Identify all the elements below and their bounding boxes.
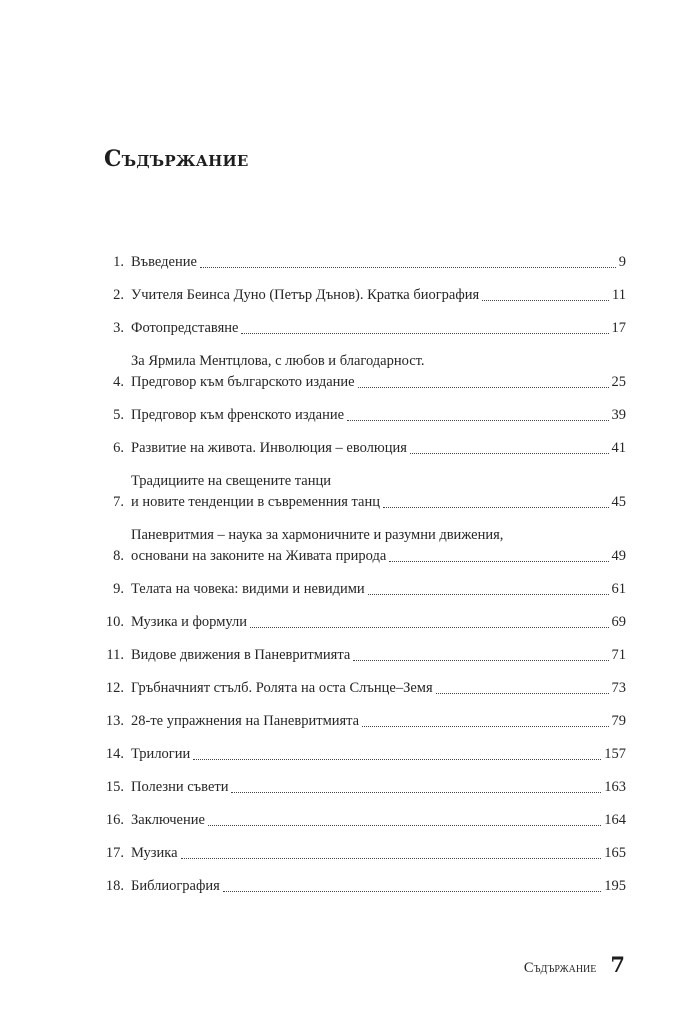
toc-entry-number: 8. <box>113 548 124 564</box>
toc-entry-page: 71 <box>611 647 626 663</box>
toc-entry-page: 195 <box>604 878 626 894</box>
toc-entry-number: 17. <box>105 845 124 861</box>
toc-entry-number: 16. <box>105 812 124 828</box>
toc-entry-line <box>131 405 626 426</box>
toc-entry-title: Предговор към българското издание <box>131 374 355 390</box>
toc-entry-number: 18. <box>105 878 124 894</box>
toc-entry-title: Гръбначният стълб. Ролята на оста Слънце–Земя <box>131 680 433 696</box>
toc-entry-body <box>131 645 626 666</box>
dot-leader <box>482 299 609 301</box>
toc-entry-body <box>131 351 626 393</box>
toc-entry-line <box>131 876 626 897</box>
toc-entry-line <box>131 438 626 459</box>
dot-leader <box>383 506 609 508</box>
toc-entry-line <box>131 777 626 798</box>
toc-entry[interactable] <box>98 438 626 459</box>
toc-entry-line <box>131 645 626 666</box>
running-footer <box>524 952 625 977</box>
dot-leader <box>200 266 616 268</box>
toc-entry-page: 49 <box>611 548 626 564</box>
toc-entry-page: 45 <box>611 494 626 510</box>
toc-entry-body <box>131 438 626 459</box>
toc-entry-title: Заключение <box>131 812 205 828</box>
toc-entry-page: 25 <box>611 374 626 390</box>
toc-entry-body <box>131 252 626 273</box>
toc-entry-page: 17 <box>611 320 626 336</box>
toc-entry-page: 79 <box>611 713 626 729</box>
toc-entry-number: 7. <box>113 494 124 510</box>
toc-entry-title: Музика и формули <box>131 614 247 630</box>
dot-leader <box>193 758 601 760</box>
toc-entry-body <box>131 843 626 864</box>
toc-entry[interactable] <box>98 876 626 897</box>
toc-entry-line <box>131 678 626 699</box>
toc-entry-number: 13. <box>105 713 124 729</box>
toc-entry-number: 6. <box>113 440 124 456</box>
toc-entry-title: За Ярмила Ментцлова, с любов и благодарност. <box>131 353 425 369</box>
toc-entry-body <box>131 405 626 426</box>
toc-entry-page: 39 <box>611 407 626 423</box>
toc-entry-line <box>131 492 626 513</box>
toc-entry-body <box>131 525 626 567</box>
toc-entry-line <box>131 471 626 492</box>
toc-entry-number: 10. <box>105 614 124 630</box>
toc-entry-number: 2. <box>113 287 124 303</box>
toc-entry-number: 9. <box>113 581 124 597</box>
toc-entry-title: Видове движения в Паневритмията <box>131 647 351 663</box>
toc-entry[interactable] <box>98 285 626 306</box>
toc-entry-title: Паневритмия – наука за хармоничните и разумни движения, <box>131 527 504 543</box>
toc-entry-title: Музика <box>131 845 178 861</box>
toc-entry-title: Въведение <box>131 254 197 270</box>
toc-entry[interactable] <box>98 318 626 339</box>
toc-entry-number: 3. <box>113 320 124 336</box>
toc-entry-title: Учителя Беинса Дуно (Петър Дънов). Кратка биография <box>131 287 480 303</box>
toc-entry-title: Предговор към френското издание <box>131 407 345 423</box>
toc-entry-number: 5. <box>113 407 124 423</box>
dot-leader <box>358 386 609 388</box>
toc-entry-page: 73 <box>611 680 626 696</box>
dot-leader <box>410 452 609 454</box>
toc-entry-body <box>131 579 626 600</box>
toc-entry-line <box>131 810 626 831</box>
footer-page-number: 7 <box>610 952 625 977</box>
dot-leader <box>389 560 608 562</box>
toc-entry[interactable] <box>98 252 626 273</box>
toc-entry-title: Развитие на живота. Инволюция – еволюция <box>131 440 407 456</box>
toc-entry-line <box>131 252 626 273</box>
toc-entry-body <box>131 471 626 513</box>
toc-entry-title: Телата на човека: видими и невидими <box>131 581 365 597</box>
toc-entry[interactable] <box>98 351 626 393</box>
toc-entry-number: 12. <box>105 680 124 696</box>
toc-entry[interactable] <box>98 843 626 864</box>
toc-entry-line <box>131 579 626 600</box>
toc-entry-line <box>131 525 626 546</box>
toc-entry-body <box>131 744 626 765</box>
dot-leader <box>368 593 609 595</box>
toc-entry-line <box>131 744 626 765</box>
toc-entry[interactable] <box>98 405 626 426</box>
toc-entry-line <box>131 351 626 372</box>
toc-entry-page: 165 <box>604 845 626 861</box>
dot-leader <box>436 692 609 694</box>
toc-entry-title: Трилогии <box>131 746 191 762</box>
toc-entry-number: 1. <box>113 254 124 270</box>
toc-entry[interactable] <box>98 810 626 831</box>
toc-entry-line <box>131 612 626 633</box>
toc-entry[interactable] <box>98 612 626 633</box>
dot-leader <box>347 419 608 421</box>
dot-leader <box>223 890 601 892</box>
toc-entry-line <box>131 546 626 567</box>
toc-entry[interactable] <box>98 678 626 699</box>
toc-entry-title: Фотопредставяне <box>131 320 239 336</box>
dot-leader <box>362 725 608 727</box>
toc-entry-body <box>131 711 626 732</box>
toc-entry-number: 4. <box>113 374 124 390</box>
toc-entry-page: 157 <box>604 746 626 762</box>
toc-entry[interactable] <box>98 525 626 567</box>
toc-entry[interactable] <box>98 744 626 765</box>
dot-leader <box>353 659 608 661</box>
toc-entry-body <box>131 612 626 633</box>
toc-entry-title: и новите тенденции в съвременния танц <box>131 494 380 510</box>
toc-entry[interactable] <box>98 579 626 600</box>
toc-entry-title: Полезни съвети <box>131 779 229 795</box>
toc-entry-line <box>131 285 626 306</box>
table-of-contents <box>98 252 626 909</box>
toc-entry-line <box>131 318 626 339</box>
dot-leader <box>181 857 602 859</box>
toc-entry-body <box>131 810 626 831</box>
toc-entry-number: 11. <box>106 647 124 663</box>
toc-entry[interactable] <box>98 711 626 732</box>
toc-entry[interactable] <box>98 471 626 513</box>
page-title: Съдържание <box>104 146 249 172</box>
toc-entry-page: 61 <box>611 581 626 597</box>
toc-entry-title: основани на законите на Живата природа <box>131 548 387 564</box>
toc-entry-page: 164 <box>604 812 626 828</box>
footer-section-label: Съдържание <box>523 960 597 976</box>
toc-entry-body <box>131 318 626 339</box>
toc-entry-body <box>131 678 626 699</box>
toc-entry-page: 11 <box>612 287 626 303</box>
toc-entry-title: Библиография <box>131 878 220 894</box>
toc-entry-body <box>131 285 626 306</box>
toc-entry-line <box>131 372 626 393</box>
toc-entry[interactable] <box>98 777 626 798</box>
toc-entry-page: 9 <box>618 254 626 270</box>
toc-entry-number: 14. <box>105 746 124 762</box>
dot-leader <box>231 791 601 793</box>
toc-entry-body <box>131 876 626 897</box>
toc-entry[interactable] <box>98 645 626 666</box>
toc-entry-line <box>131 843 626 864</box>
toc-entry-line <box>131 711 626 732</box>
toc-entry-title: 28-те упражнения на Паневритмията <box>131 713 360 729</box>
toc-entry-body <box>131 777 626 798</box>
toc-entry-title: Традициите на свещените танци <box>131 473 332 489</box>
toc-entry-page: 41 <box>611 440 626 456</box>
toc-entry-page: 69 <box>611 614 626 630</box>
dot-leader <box>250 626 609 628</box>
dot-leader <box>241 332 608 334</box>
dot-leader <box>208 824 601 826</box>
toc-entry-page: 163 <box>604 779 626 795</box>
toc-entry-number: 15. <box>105 779 124 795</box>
